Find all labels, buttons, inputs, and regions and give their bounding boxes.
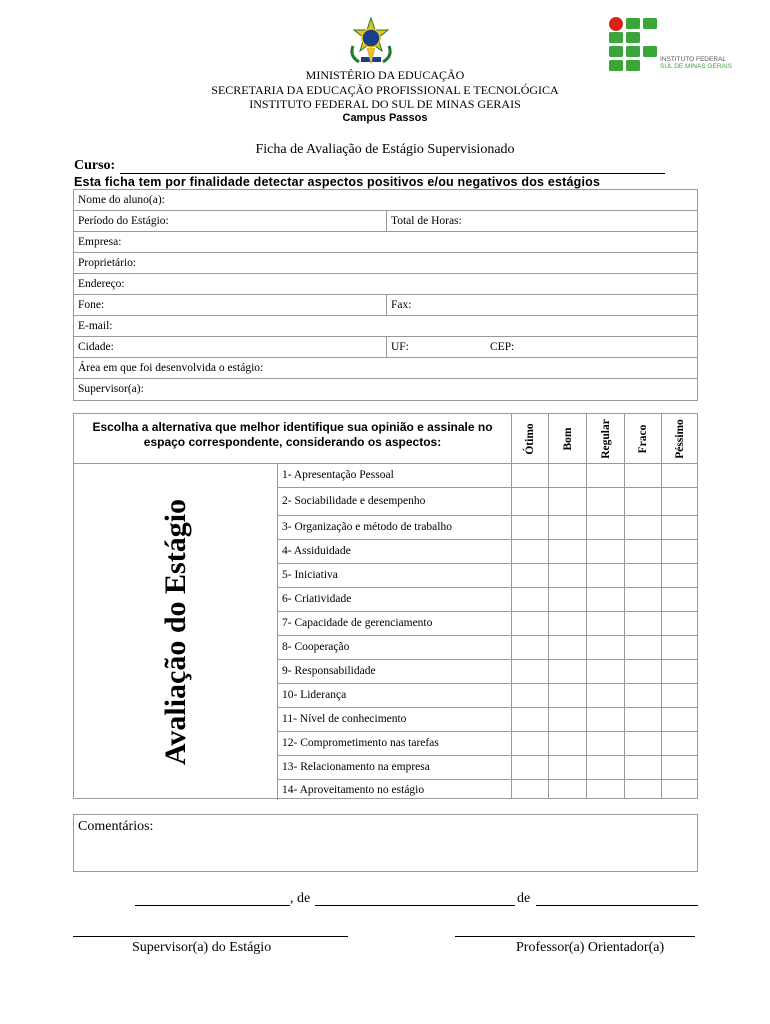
- info-row-fone[interactable]: [74, 295, 697, 316]
- curso-field[interactable]: [120, 173, 665, 174]
- criterion-label: 8- Cooperação: [282, 640, 350, 653]
- criterion-row[interactable]: [278, 488, 698, 516]
- info-row-periodo[interactable]: [74, 211, 697, 232]
- evaluation-table: [73, 413, 698, 799]
- criterion-row[interactable]: [278, 684, 698, 708]
- header-ministry: MINISTÉRIO DA EDUCAÇÃO: [305, 68, 465, 82]
- criterion-row[interactable]: [278, 708, 698, 732]
- supervisor-signature-line[interactable]: [73, 936, 348, 937]
- rating-header-bom: Bom: [548, 414, 586, 464]
- header-campus: Campus Passos: [342, 112, 428, 124]
- form-title: Ficha de Avaliação de Estágio Supervisionado: [255, 142, 515, 157]
- criterion-label: 10- Liderança: [282, 688, 347, 701]
- header-institute: INSTITUTO FEDERAL DO SUL DE MINAS GERAIS: [249, 97, 521, 111]
- instituto-federal-logo: [606, 16, 746, 72]
- criterion-row[interactable]: [278, 660, 698, 684]
- criterion-label: 2- Sociabilidade e desempenho: [282, 494, 426, 507]
- rating-header-otimo: Ótimo: [511, 414, 548, 464]
- date-de-1: , de: [290, 891, 311, 906]
- criterion-row[interactable]: [278, 636, 698, 660]
- criterion-row[interactable]: [278, 588, 698, 612]
- comments-label: Comentários:: [78, 819, 154, 834]
- uf-label: UF:: [391, 341, 409, 353]
- student-info-table: [73, 189, 698, 401]
- info-row-proprietario[interactable]: [74, 253, 697, 274]
- supervisor-signature-label: Supervisor(a) do Estágio: [132, 940, 272, 955]
- area-label: Área em que foi desenvolvida o estágio:: [78, 362, 264, 374]
- endereco-label: Endereço:: [78, 278, 125, 290]
- comments-box[interactable]: [73, 814, 698, 872]
- criterion-label: 12- Comprometimento nas tarefas: [282, 736, 439, 749]
- proprietario-label: Proprietário:: [78, 257, 137, 269]
- cidade-label: Cidade:: [78, 341, 114, 353]
- criterion-row[interactable]: [278, 732, 698, 756]
- criterion-label: 11- Nível de conhecimento: [282, 712, 407, 725]
- date-day-month-field[interactable]: [315, 905, 515, 906]
- total-horas-label: Total de Horas:: [391, 215, 462, 227]
- criterion-label: 6- Criatividade: [282, 592, 352, 605]
- info-row-endereco[interactable]: [74, 274, 697, 295]
- evaluation-side-title: Avaliação do Estágio: [74, 464, 278, 800]
- criterion-row[interactable]: [278, 612, 698, 636]
- brazil-coat-of-arms-icon: [345, 16, 397, 68]
- date-city-field[interactable]: [135, 905, 290, 906]
- info-row-email[interactable]: [74, 316, 697, 337]
- logo-text-1: INSTITUTO FEDERAL: [660, 56, 726, 63]
- criterion-label: 5- Iniciativa: [282, 568, 338, 581]
- criterion-label: 1- Apresentação Pessoal: [282, 468, 394, 481]
- rating-header-pessimo: Péssimo: [661, 414, 698, 464]
- criterion-label: 13- Relacionamento na empresa: [282, 760, 430, 773]
- form-purpose: Esta ficha tem por finalidade detectar aspectos positivos e/ou negativos dos estágios: [74, 175, 601, 189]
- rating-header-fraco: Fraco: [624, 414, 661, 464]
- supervisor-label: Supervisor(a):: [78, 383, 144, 395]
- empresa-label: Empresa:: [78, 236, 122, 248]
- info-row-cidade[interactable]: [74, 337, 697, 358]
- header-secretariat: SECRETARIA DA EDUCAÇÃO PROFISSIONAL E TECNOLÓGICA: [211, 83, 559, 97]
- evaluation-instruction: Escolha a alternativa que melhor identifique sua opinião e assinale no espaço correspondente, considerando os aspectos:: [74, 414, 511, 464]
- info-row-area[interactable]: [74, 358, 697, 379]
- rating-header-regular: Regular: [586, 414, 624, 464]
- criterion-label: 7- Capacidade de gerenciamento: [282, 616, 433, 629]
- professor-signature-line[interactable]: [455, 936, 695, 937]
- info-row-supervisor[interactable]: [74, 379, 697, 400]
- criterion-row[interactable]: [278, 464, 698, 488]
- cep-label: CEP:: [490, 341, 515, 353]
- criterion-row[interactable]: [278, 564, 698, 588]
- info-row-nome[interactable]: [74, 190, 697, 211]
- criterion-row[interactable]: [278, 540, 698, 564]
- nome-label: Nome do aluno(a):: [78, 194, 165, 206]
- email-label: E-mail:: [78, 320, 113, 332]
- professor-signature-label: Professor(a) Orientador(a): [516, 940, 665, 955]
- fone-label: Fone:: [78, 299, 105, 311]
- date-year-field[interactable]: [536, 905, 698, 906]
- criterion-label: 4- Assiduidade: [282, 544, 351, 557]
- fax-label: Fax:: [391, 299, 412, 311]
- criterion-label: 9- Responsabilidade: [282, 664, 376, 677]
- info-row-empresa[interactable]: [74, 232, 697, 253]
- criterion-label: 3- Organização e método de trabalho: [282, 520, 452, 533]
- criterion-label: 14- Aproveitamento no estágio: [282, 783, 425, 796]
- criterion-row[interactable]: [278, 756, 698, 780]
- criterion-row[interactable]: [278, 516, 698, 540]
- periodo-label: Período do Estágio:: [78, 215, 169, 227]
- criterion-row[interactable]: [278, 780, 698, 802]
- curso-label: Curso:: [74, 158, 116, 173]
- logo-text-2: SUL DE MINAS GERAIS: [660, 63, 732, 70]
- date-de-2: de: [517, 891, 531, 906]
